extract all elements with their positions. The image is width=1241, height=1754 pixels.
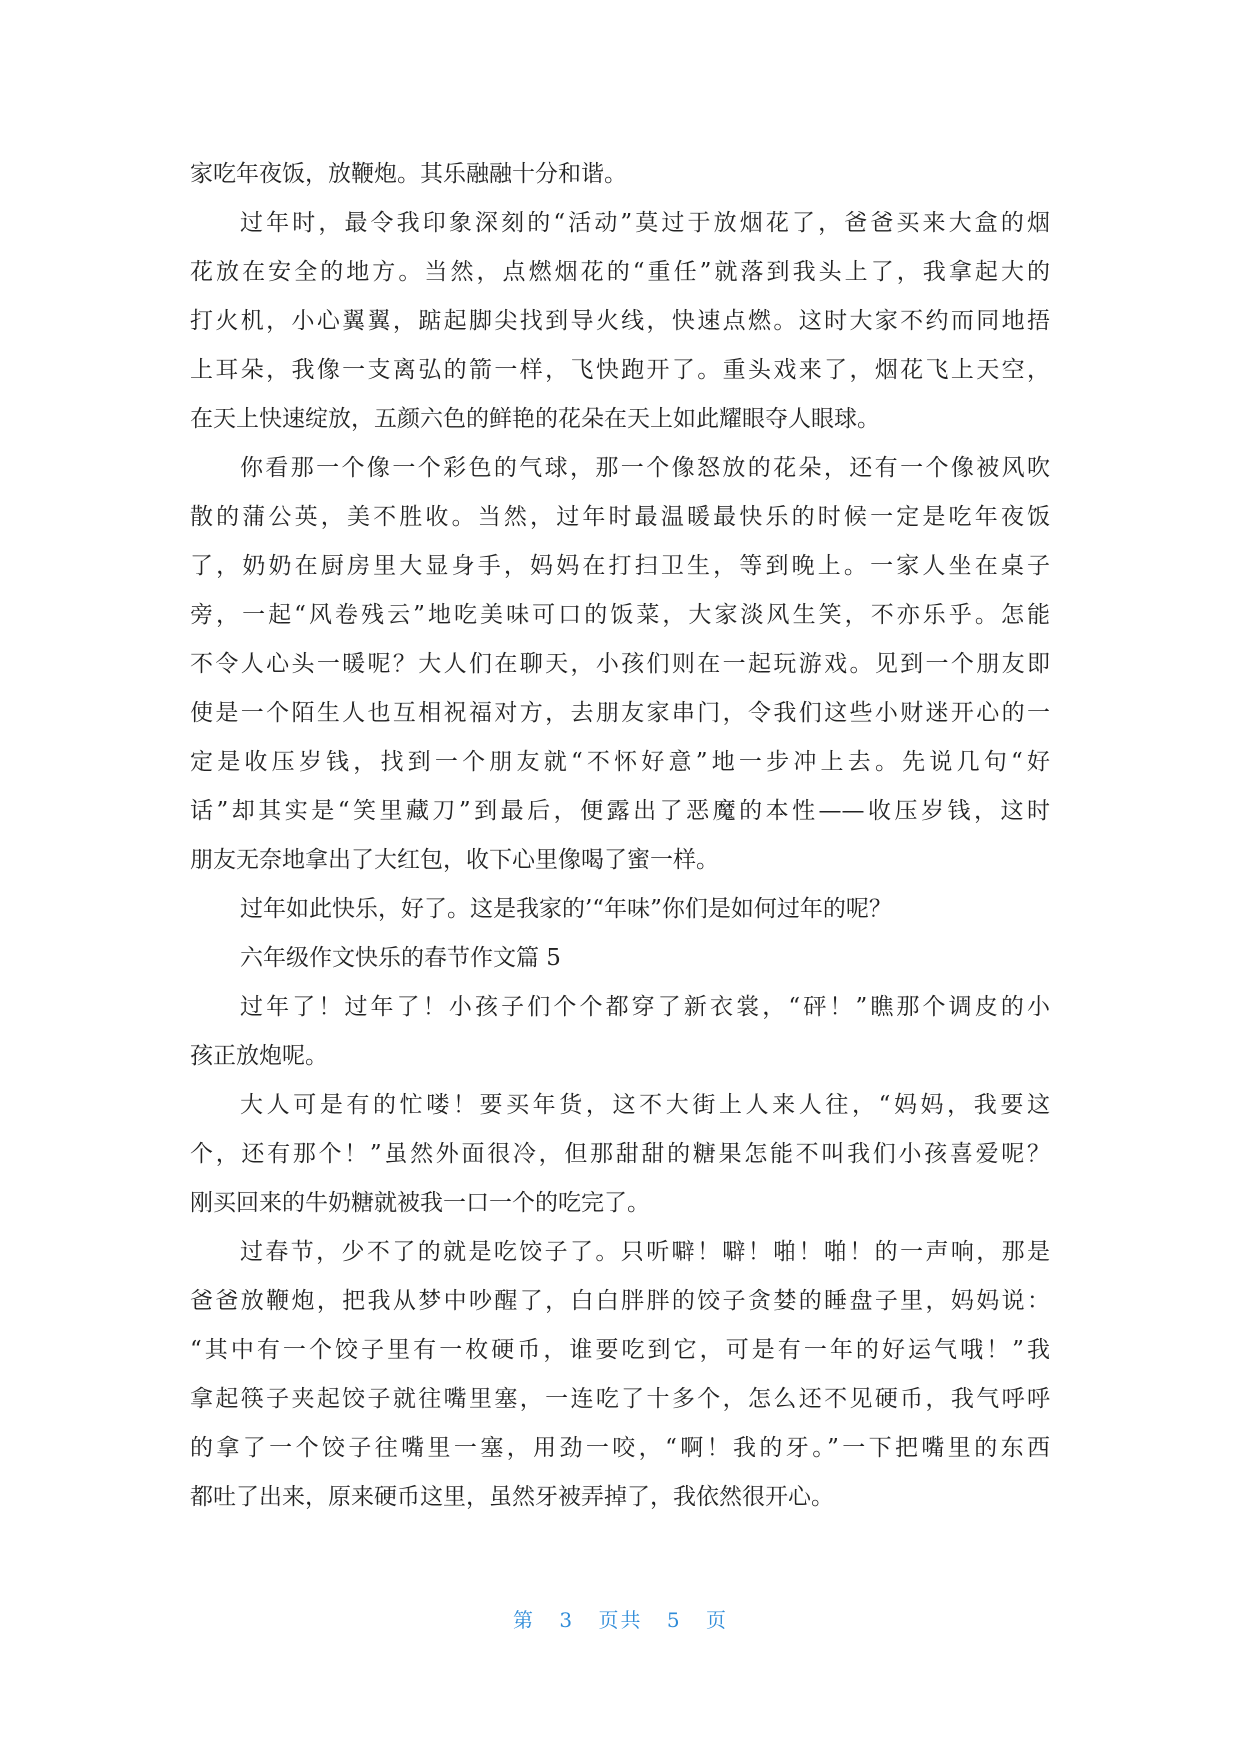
footer-current-page: 3 [559, 1608, 575, 1632]
text-line: “其中有一个饺子里有一枚硬币，谁要吃到它，可是有一年的好运气哦！”我 [190, 1337, 1050, 1363]
text-line: 不令人心头一暖呢？大人们在聊天，小孩们则在一起玩游戏。见到一个朋友即 [190, 651, 1050, 677]
text-line: 上耳朵，我像一支离弘的箭一样，飞快跑开了。重头戏来了，烟花飞上天空， [190, 357, 1050, 383]
text-line: 过年时，最令我印象深刻的“活动”莫过于放烟花了，爸爸买来大盒的烟 [240, 210, 1050, 236]
footer-suffix: 页 [705, 1608, 728, 1632]
text-line: 使是一个陌生人也互相祝福对方，去朋友家串门，令我们这些小财迷开心的一 [190, 700, 1050, 726]
text-line: 都吐了出来，原来硬币这里，虽然牙被弄掉了，我依然很开心。 [190, 1484, 834, 1510]
text-line: 定是收压岁钱，找到一个朋友就“不怀好意”地一步冲上去。先说几句“好 [190, 749, 1050, 775]
text-line: 你看那一个像一个彩色的气球，那一个像怒放的花朵，还有一个像被风吹 [240, 455, 1050, 481]
text-line: 打火机，小心翼翼，踮起脚尖找到导火线，快速点燃。这时大家不约而同地捂 [190, 308, 1050, 334]
page-footer [0, 1604, 1241, 1633]
text-line: 旁，一起“风卷残云”地吃美味可口的饭菜，大家淡风生笑，不亦乐乎。怎能 [190, 602, 1050, 628]
text-line: 话”却其实是“笑里藏刀”到最后，便露出了恶魔的本性——收压岁钱，这时 [190, 798, 1050, 824]
text-line: 过年了！过年了！小孩子们个个都穿了新衣裳，“砰！”瞧那个调皮的小 [240, 994, 1050, 1020]
text-line: 刚买回来的牛奶糖就被我一口一个的吃完了。 [190, 1190, 650, 1216]
text-line: 爸爸放鞭炮，把我从梦中吵醒了，白白胖胖的饺子贪婪的睡盘子里，妈妈说： [190, 1288, 1050, 1314]
text-line: 过年如此快乐，好了。这是我家的’“年味”你们是如何过年的呢？ [240, 896, 892, 922]
text-line: 过春节，少不了的就是吃饺子了。只听噼！噼！啪！啪！的一声响，那是 [240, 1239, 1050, 1265]
text-line: 大人可是有的忙喽！要买年货，这不大街上人来人往，“妈妈，我要这 [240, 1092, 1050, 1118]
text-line: 朋友无奈地拿出了大红包，收下心里像喝了蜜一样。 [190, 847, 719, 873]
footer-total-pages: 5 [666, 1608, 682, 1632]
document-body [190, 150, 1050, 1522]
footer-prefix: 第 [513, 1608, 536, 1632]
text-line: 了，奶奶在厨房里大显身手，妈妈在打扫卫生，等到晚上。一家人坐在桌子 [190, 553, 1050, 579]
text-line: 家吃年夜饭，放鞭炮。其乐融融十分和谐。 [190, 161, 627, 187]
text-line: 六年级作文快乐的春节作文篇 5 [240, 945, 561, 971]
text-line: 拿起筷子夹起饺子就往嘴里塞，一连吃了十多个，怎么还不见硬币，我气呼呼 [190, 1386, 1050, 1412]
text-line: 孩正放炮呢。 [190, 1043, 328, 1069]
text-line: 花放在安全的地方。当然，点燃烟花的“重任”就落到我头上了，我拿起大的 [190, 259, 1050, 285]
text-line: 散的蒲公英，美不胜收。当然，过年时最温暖最快乐的时候一定是吃年夜饭 [190, 504, 1050, 530]
text-line: 的拿了一个饺子往嘴里一塞，用劲一咬，“啊！我的牙。”一下把嘴里的东西 [190, 1435, 1050, 1461]
footer-middle: 页共 [598, 1608, 643, 1632]
text-line: 个，还有那个！”虽然外面很冷，但那甜甜的糖果怎能不叫我们小孩喜爱呢？ [190, 1141, 1050, 1167]
text-line: 在天上快速绽放，五颜六色的鲜艳的花朵在天上如此耀眼夺人眼球。 [190, 406, 880, 432]
